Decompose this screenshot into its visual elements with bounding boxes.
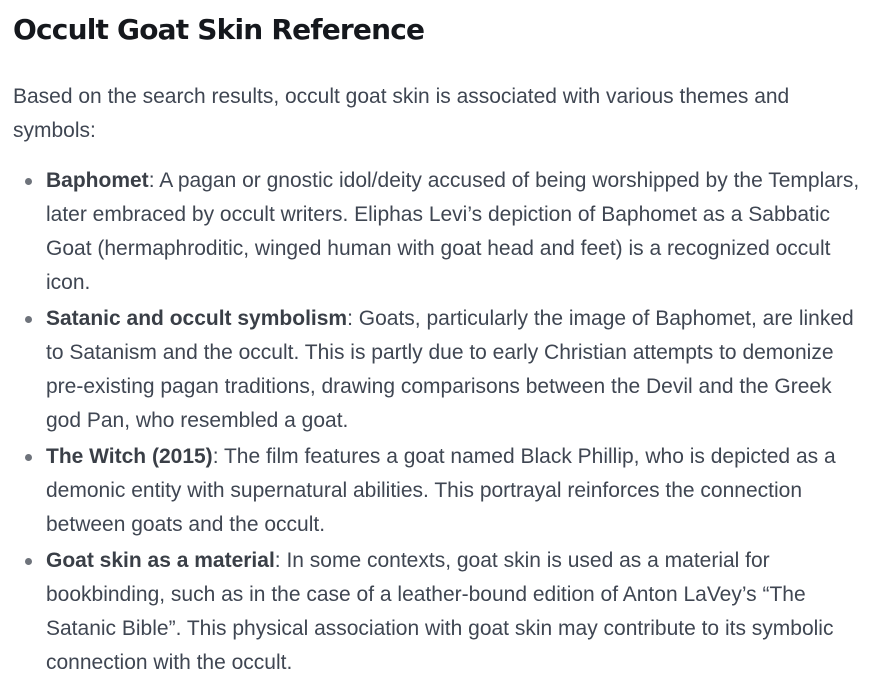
list-item [13, 440, 868, 542]
item-description: : A pagan or gnostic idol/deity accused of being worshipped by the Templars, later embraced by occult writers. Eliphas Levi’s depiction of Baphomet as a Sabbatic Goat (hermaphroditic, winged human with goat head and feet) is a recognized occult icon. [46, 169, 860, 294]
item-term: The Witch (2015) [46, 445, 213, 468]
list-item [13, 544, 868, 680]
item-description: : The film features a goat named Black Phillip, who is depicted as a demonic entity with supernatural abilities. This portrayal reinforces the connection between goats and the occult. [46, 445, 836, 536]
page-title: Occult Goat Skin Reference [13, 13, 425, 46]
bullet-list [13, 164, 868, 680]
item-term: Satanic and occult symbolism [46, 307, 348, 330]
list-item [13, 302, 868, 438]
bullet-dot-icon [25, 558, 32, 565]
item-term: Goat skin as a material [46, 549, 275, 572]
item-description: : Goats, particularly the image of Baphomet, are linked to Satanism and the occult. This is partly due to early Christian attempts to demonize pre-existing pagan traditions, drawing comparisons between the Devil and the Greek god Pan, who resembled a goat. [46, 307, 854, 432]
intro-paragraph: Based on the search results, occult goat skin is associated with various themes and symbols: [13, 85, 790, 142]
bullet-dot-icon [25, 178, 32, 185]
item-term: Baphomet [46, 169, 149, 192]
list-item [13, 164, 868, 300]
bullet-dot-icon [25, 316, 32, 323]
bullet-dot-icon [25, 454, 32, 461]
item-description: : In some contexts, goat skin is used as a material for bookbinding, such as in the case of a leather-bound edition of Anton LaVey’s “The Satanic Bible”. This physical association with goat skin may contribute to its symbolic connection with the occult. [46, 549, 834, 674]
